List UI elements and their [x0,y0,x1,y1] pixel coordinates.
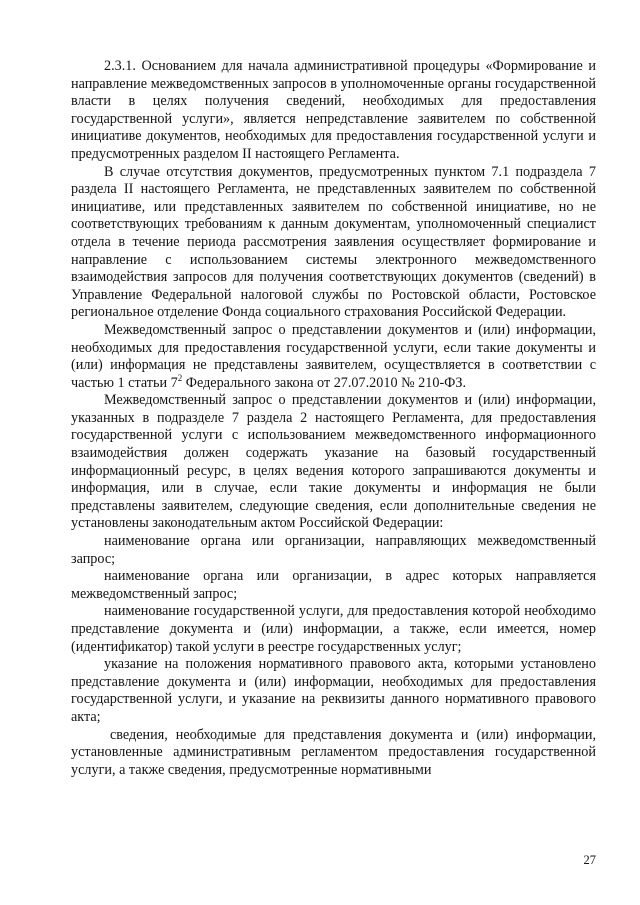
paragraph-missing-documents: В случае отсутствия документов, предусмотренных пунктом 7.1 подраздела 7 раздела II настоящего Регламента, не представленных заявителем по собственной инициативе, или представленных заявителем по собственной инициативе, но не соответствующих требованиям к данным документам, уполномоченный специалист отдела в течение периода рассмотрения заявления осуществляет формирование и направление с использованием системы электронного межведомственного взаимодействия запросов для получения соответствующих документов (сведений) в Управление Федеральной налоговой службы по Ростовской области, Ростовское региональное отделение Фонда социального страхования Российской Федерации. [71,163,596,321]
list-item-service-name: наименование государственной услуги, для предоставления которой необходимо представление документа и (или) информации, а также, если имеется, номер (идентификатор) такой услуги в реестре государственных услуг; [71,603,596,655]
paragraph-text: Межведомственный запрос о представлении документов и (или) информации, необходимых для предоставления государственной услуги, если такие документы и (или) информация не представлены заявителем, осуществляется в соответствии с частью 1 статьи 7 [71,321,596,391]
paragraph-interagency-request-content: Межведомственный запрос о представлении документов и (или) информации, указанных в подразделе 7 раздела 2 настоящего Регламента, для предоставления государственной услуги с использованием межведомственного информационного взаимодействия должен содержать указание на базовый государственный информационный ресурс, в целях ведения которого запрашиваются документы и информация, или в случае, если такие документы и информация не были представлены заявителем, следующие сведения, если дополнительные сведения не установлены законодательным актом Российской Федерации: [71,392,596,532]
list-item-requesting-body: наименование органа или организации, направляющих межведомственный запрос; [71,533,596,567]
paragraph-2-3-1: 2.3.1. Основанием для начала административной процедуры «Формирование и направление межведомственных запросов в уполномоченные органы государственной власти в целях получения сведений, необходимых для предоставления государственной услуги», является непредставление заявителем по собственной инициативе документов, необходимых для предоставления государственной услуги и предусмотренных разделом II настоящего Регламента. [71,58,596,162]
list-item-required-info: сведения, необходимые для представления документа и (или) информации, установленные административным регламентом предоставления государственной услуги, а также сведения, предусмотренные нормативными [71,726,596,778]
paragraph-text-end: Федерального закона от 27.07.2010 № 210-ФЗ. [182,374,467,391]
list-item-receiving-body: наименование органа или организации, в адрес которых направляется межведомственный запрос; [71,568,596,602]
page-number: 27 [583,853,596,867]
regulation-text [71,58,596,779]
list-item-legal-act: указание на положения нормативного правового акта, которыми установлено представление документа и (или) информации, необходимых для предоставления государственной услуги, и указание на реквизиты данного нормативного правового акта; [71,656,596,725]
superscript-article-number: 2 [177,372,183,383]
paragraph-interagency-request-basis [71,322,596,392]
